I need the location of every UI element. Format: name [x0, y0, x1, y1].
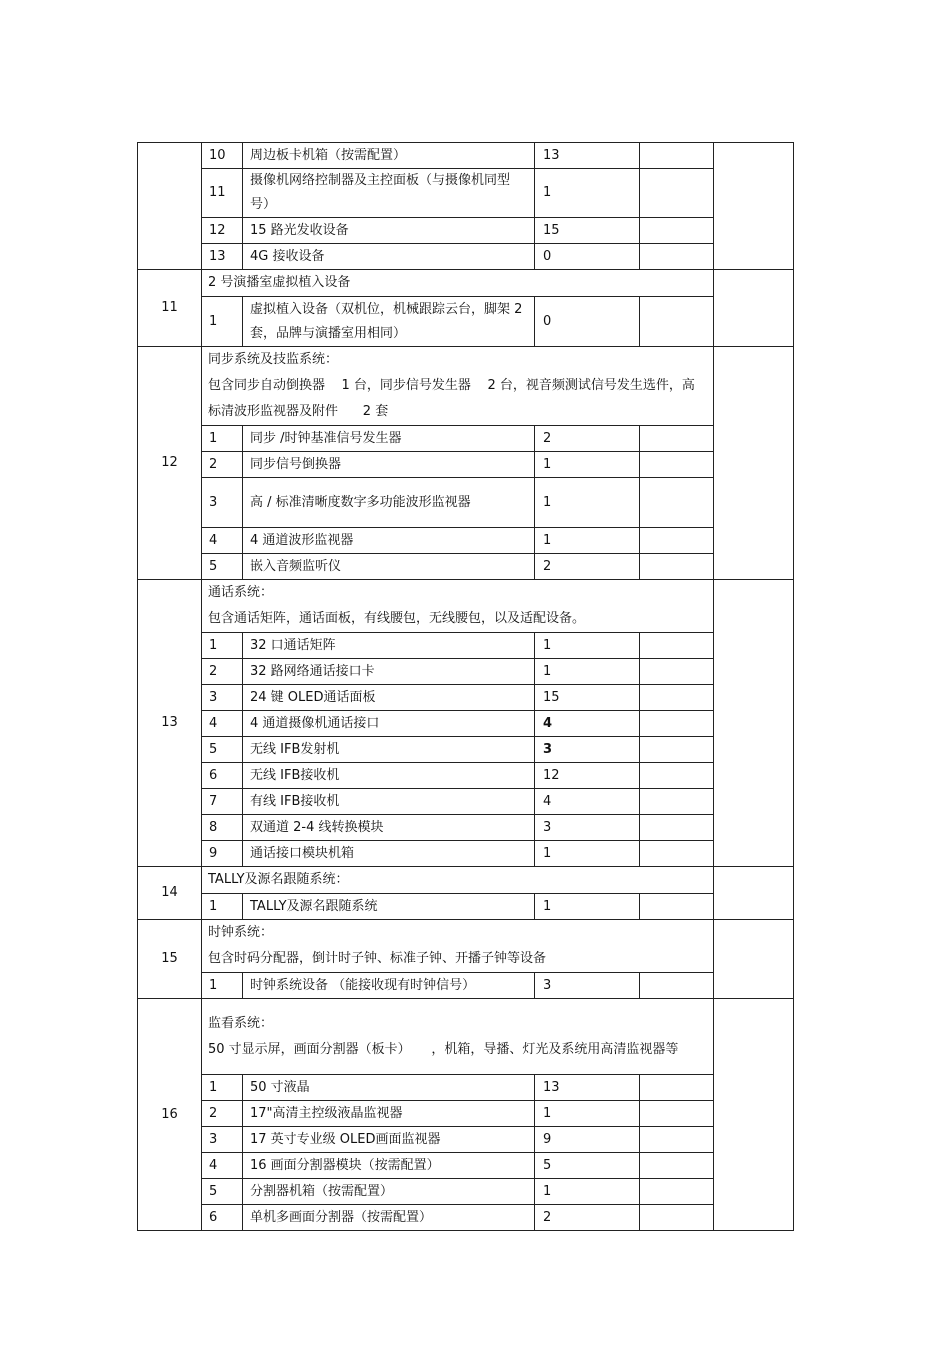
item-quantity: 3: [535, 737, 640, 763]
table-row: [138, 1205, 794, 1231]
item-quantity: 4: [535, 789, 640, 815]
empty-cell: [640, 218, 714, 244]
remarks-cell: [714, 867, 794, 920]
group-description: 包含时码分配器，倒计时子钟、标准子钟、开播子钟等设备: [208, 951, 547, 966]
item-name: 32 路网络通话接口卡: [243, 659, 535, 685]
table-row: [138, 659, 794, 685]
group-header: 2 号演播室虚拟植入设备: [202, 270, 714, 297]
group-header-row: [138, 999, 794, 1075]
item-name: 周边板卡机箱（按需配置）: [243, 143, 535, 169]
item-name: TALLY及源名跟随系统: [243, 894, 535, 920]
item-name: 无线 IFB发射机: [243, 737, 535, 763]
table-row: [138, 169, 794, 218]
item-name: 有线 IFB接收机: [243, 789, 535, 815]
item-name: 50 寸液晶: [243, 1075, 535, 1101]
table-row: [138, 478, 794, 528]
item-name: 嵌入音频监听仪: [243, 554, 535, 580]
item-name: 分割器机箱（按需配置）: [243, 1179, 535, 1205]
group-description: 50 寸显示屏，画面分割器（板卡） ，机箱，导播、灯光及系统用高清监视器等: [208, 1041, 679, 1057]
item-name: 摄像机网络控制器及主控面板（与摄像机同型号）: [243, 169, 535, 218]
item-quantity: 4: [535, 711, 640, 737]
item-index: 1: [202, 633, 243, 659]
item-index: 5: [202, 737, 243, 763]
item-name: 无线 IFB接收机: [243, 763, 535, 789]
remarks-cell: [714, 143, 794, 270]
item-quantity: 1: [535, 841, 640, 867]
item-quantity: 5: [535, 1153, 640, 1179]
item-quantity: 3: [535, 973, 640, 999]
item-quantity: 1: [535, 633, 640, 659]
item-quantity: 1: [535, 894, 640, 920]
item-quantity: 0: [535, 244, 640, 270]
group-header-row: [138, 867, 794, 894]
empty-cell: [640, 244, 714, 270]
empty-cell: [640, 1075, 714, 1101]
group-number-cell: [138, 143, 202, 270]
empty-cell: [640, 789, 714, 815]
empty-cell: [640, 737, 714, 763]
item-name: 32 口通话矩阵: [243, 633, 535, 659]
item-index: 9: [202, 841, 243, 867]
item-quantity: 9: [535, 1127, 640, 1153]
group-header: [202, 999, 714, 1075]
item-name: 通话接口模块机箱: [243, 841, 535, 867]
item-index: 4: [202, 711, 243, 737]
group-title: 监看系统：: [208, 1015, 274, 1031]
table-row: [138, 1179, 794, 1205]
item-index: 13: [202, 244, 243, 270]
item-quantity: 2: [535, 426, 640, 452]
item-index: 2: [202, 659, 243, 685]
table-row: [138, 1153, 794, 1179]
table-row: [138, 297, 794, 347]
item-quantity: 2: [535, 554, 640, 580]
table-row: [138, 426, 794, 452]
empty-cell: [640, 685, 714, 711]
item-index: 1: [202, 426, 243, 452]
item-index: 7: [202, 789, 243, 815]
empty-cell: [640, 169, 714, 218]
table-row: [138, 685, 794, 711]
empty-cell: [640, 973, 714, 999]
group-header-row: [138, 580, 794, 633]
remarks-cell: [714, 920, 794, 999]
item-index: 2: [202, 1101, 243, 1127]
table-row: [138, 218, 794, 244]
item-quantity: 13: [535, 1075, 640, 1101]
item-quantity: 1: [535, 659, 640, 685]
item-name: 双通道 2-4 线转换模块: [243, 815, 535, 841]
group-number-cell: 14: [138, 867, 202, 920]
group-header-row: [138, 270, 794, 297]
item-name: 4G 接收设备: [243, 244, 535, 270]
group-header: [202, 580, 714, 633]
item-index: 3: [202, 1127, 243, 1153]
item-index: 10: [202, 143, 243, 169]
table-row: [138, 244, 794, 270]
item-name: 单机多画面分割器（按需配置）: [243, 1205, 535, 1231]
empty-cell: [640, 894, 714, 920]
item-name: 4 通道波形监视器: [243, 528, 535, 554]
item-index: 6: [202, 1205, 243, 1231]
remarks-cell: [714, 999, 794, 1231]
empty-cell: [640, 143, 714, 169]
empty-cell: [640, 711, 714, 737]
item-index: 8: [202, 815, 243, 841]
group-header-row: [138, 920, 794, 973]
table-row: [138, 789, 794, 815]
empty-cell: [640, 1205, 714, 1231]
empty-cell: [640, 1101, 714, 1127]
item-name: 时钟系统设备 （能接收现有时钟信号）: [243, 973, 535, 999]
item-quantity: 13: [535, 143, 640, 169]
group-description: 包含通话矩阵，通话面板，有线腰包，无线腰包，以及适配设备。: [208, 611, 586, 626]
group-header: [202, 920, 714, 973]
item-quantity: 15: [535, 685, 640, 711]
table-row: [138, 973, 794, 999]
group-title: 通话系统：: [208, 585, 274, 600]
item-quantity: 0: [535, 297, 640, 347]
table-row: [138, 1075, 794, 1101]
group-number-cell: 16: [138, 999, 202, 1231]
item-quantity: 3: [535, 815, 640, 841]
item-index: 6: [202, 763, 243, 789]
remarks-cell: [714, 580, 794, 867]
empty-cell: [640, 554, 714, 580]
item-name: 15 路光发收设备: [243, 218, 535, 244]
empty-cell: [640, 1127, 714, 1153]
group-number-cell: 11: [138, 270, 202, 347]
item-index: 12: [202, 218, 243, 244]
item-name: 17 英寸专业级 OLED画面监视器: [243, 1127, 535, 1153]
empty-cell: [640, 841, 714, 867]
remarks-cell: [714, 270, 794, 347]
empty-cell: [640, 659, 714, 685]
item-quantity: 2: [535, 1205, 640, 1231]
item-quantity: 1: [535, 452, 640, 478]
item-quantity: 1: [535, 169, 640, 218]
table-row: [138, 452, 794, 478]
item-quantity: 1: [535, 1101, 640, 1127]
empty-cell: [640, 452, 714, 478]
empty-cell: [640, 478, 714, 528]
table-row: [138, 1101, 794, 1127]
empty-cell: [640, 528, 714, 554]
item-index: 3: [202, 685, 243, 711]
item-index: 4: [202, 1153, 243, 1179]
empty-cell: [640, 815, 714, 841]
document-page: [137, 142, 793, 1231]
item-name: 同步信号倒换器: [243, 452, 535, 478]
empty-cell: [640, 297, 714, 347]
item-name: 17"高清主控级液晶监视器: [243, 1101, 535, 1127]
item-index: 1: [202, 1075, 243, 1101]
group-header: TALLY及源名跟随系统：: [202, 867, 714, 894]
item-quantity: 1: [535, 478, 640, 528]
group-title: 时钟系统：: [208, 925, 274, 940]
item-quantity: 15: [535, 218, 640, 244]
empty-cell: [640, 633, 714, 659]
empty-cell: [640, 1179, 714, 1205]
table-row: [138, 554, 794, 580]
group-header: [202, 347, 714, 426]
table-row: [138, 894, 794, 920]
group-description: 包含同步自动倒换器 1 台，同步信号发生器 2 台，视音频测试信号发生选件，高标清波形监视器及附件 2 套: [208, 378, 695, 419]
empty-cell: [640, 426, 714, 452]
item-index: 1: [202, 297, 243, 347]
item-quantity: 1: [535, 1179, 640, 1205]
remarks-cell: [714, 347, 794, 580]
table-row: [138, 815, 794, 841]
item-index: 4: [202, 528, 243, 554]
item-index: 5: [202, 554, 243, 580]
item-name: 24 键 OLED通话面板: [243, 685, 535, 711]
item-index: 2: [202, 452, 243, 478]
item-name: 虚拟植入设备（双机位，机械跟踪云台，脚架 2 套，品牌与演播室用相同）: [243, 297, 535, 347]
item-index: 3: [202, 478, 243, 528]
group-header-row: [138, 347, 794, 426]
item-name: 高 / 标准清晰度数字多功能波形监视器: [243, 478, 535, 528]
group-number-cell: 15: [138, 920, 202, 999]
item-index: 1: [202, 973, 243, 999]
equipment-table: [137, 142, 794, 1231]
item-index: 11: [202, 169, 243, 218]
item-quantity: 12: [535, 763, 640, 789]
table-row: [138, 737, 794, 763]
item-name: 4 通道摄像机通话接口: [243, 711, 535, 737]
item-index: 1: [202, 894, 243, 920]
empty-cell: [640, 1153, 714, 1179]
table-row: [138, 143, 794, 169]
empty-cell: [640, 763, 714, 789]
table-row: [138, 633, 794, 659]
table-row: [138, 1127, 794, 1153]
item-index: 5: [202, 1179, 243, 1205]
table-row: [138, 841, 794, 867]
table-row: [138, 528, 794, 554]
item-name: 同步 /时钟基准信号发生器: [243, 426, 535, 452]
group-title: 同步系统及技监系统：: [208, 352, 339, 367]
group-number-cell: 13: [138, 580, 202, 867]
item-name: 16 画面分割器模块（按需配置）: [243, 1153, 535, 1179]
item-quantity: 1: [535, 528, 640, 554]
group-number-cell: 12: [138, 347, 202, 580]
table-row: [138, 711, 794, 737]
table-row: [138, 763, 794, 789]
